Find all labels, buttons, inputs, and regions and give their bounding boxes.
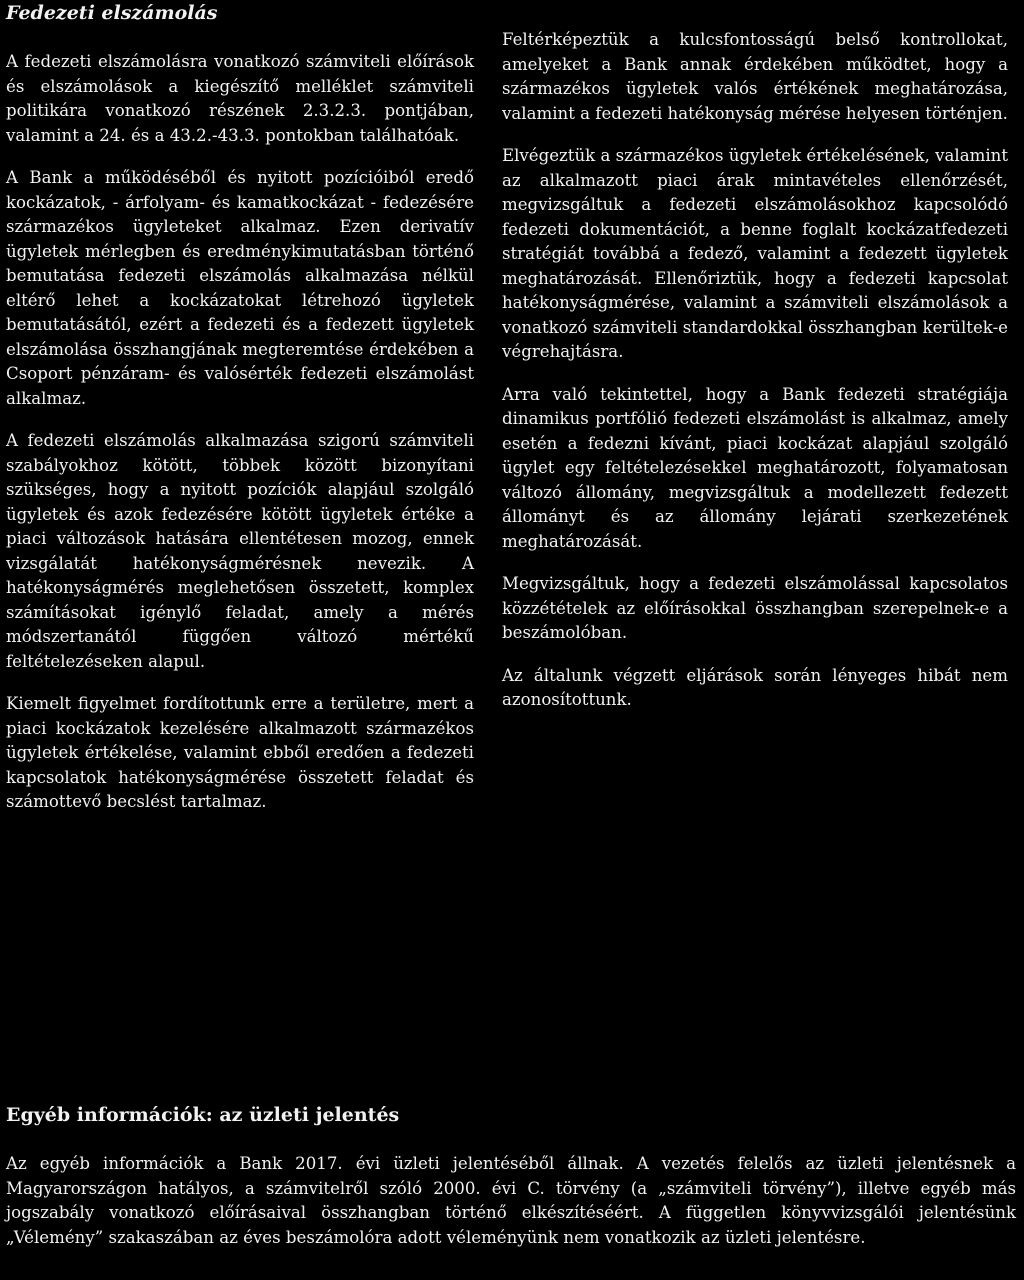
left-paragraph: A Bank a működéséből és nyitott pozícióiból eredő kockázatok, - árfolyam- és kamatkockázat - fedezésére származékos ügyleteket alkalmaz. Ezen derivatív ügyletek mérlegben és eredménykimutatásban történő bemutatása fedezeti elszámolás alkalmazása nélkül eltérő lehet a kockázatokat létrehozó ügyletek bemutatásától, ezért a fedezeti és a fedezett ügyletek elszámolása összhangjának megteremtése érdekében a Csoport pénzáram- és valósérték fedezeti elszámolást alkalmaz. [6,168,474,408]
right-paragraph: Arra való tekintettel, hogy a Bank fedezeti stratégiája dinamikus portfólió fedezeti elszámolást is alkalmaz, amely esetén a fedezni kívánt, piaci kockázat alapjául szolgáló ügylet egy feltételezésekkel meghatározott, folyamatosan változó állomány, megvizsgáltuk a modellezett fedezett állományt és az állomány lejárati szerkezetének meghatározását. [502,384,1008,551]
other-information-body [6,1152,1016,1250]
right-paragraph: Megvizsgáltuk, hogy a fedezeti elszámolással kapcsolatos közzétételek az előírásokkal összhangban szerepelnek-e a beszámolóban. [502,574,1008,642]
right-paragraph: Feltérképeztük a kulcsfontosságú belső kontrollokat, amelyeket a Bank annak érdekében működtet, hogy a származékos ügyletek valós értékének meghatározása, valamint a fedezeti hatékonyság mérése helyesen történjen. [502,30,1008,123]
section-heading-other-information: Egyéb információk: az üzleti jelentés [6,1104,400,1126]
right-paragraph: Elvégeztük a származékos ügyletek értékelésének, valamint az alkalmazott piaci árak mintavételes ellenőrzését, megvizsgáltuk a fedezeti elszámolásokhoz kapcsolódó fedezeti dokumentációt, a benne foglalt kockázatfedezeti stratégiát továbbá a fedező, valamint a fedezett ügyletek meghatározását. Ellenőriztük, hogy a fedezeti kapcsolat hatékonyságmérése, valamint a számviteli elszámolások a vonatkozó számviteli standardokkal összhangban kerültek-e végrehajtásra. [502,146,1008,361]
left-column [6,50,474,833]
section-heading-hedge-accounting: Fedezeti elszámolás [6,2,218,24]
left-paragraph: A fedezeti elszámolásra vonatkozó számviteli előírások és elszámolások a kiegészítő melléklet számviteli politikára vonatkozó részének 2.3.2.3. pontjában, valamint a 24. és a 43.2.-43.3. pontokban találhatóak. [6,52,474,145]
left-paragraph: Kiemelt figyelmet fordítottunk erre a területre, mert a piaci kockázatok kezelésére alkalmazott származékos ügyletek értékelése, valamint ebből eredően a fedezeti kapcsolatok hatékonyságmérése összetett feladat és számottevő becslést tartalmaz. [6,694,474,811]
bottom-paragraph: Az egyéb információk a Bank 2017. évi üzleti jelentéséből állnak. A vezetés felelős az üzleti jelentésnek a Magyarországon hatályos, a számvitelről szóló 2000. évi C. törvény (a „számviteli törvény”), illetve egyéb más jogszabály vonatkozó előírásaival összhangban történő elkészítéséért. A független könyvvizsgálói jelentésünk „Vélemény” szakaszában az éves beszámolóra adott véleményünk nem vonatkozik az üzleti jelentésre. [6,1154,1016,1247]
right-paragraph: Az általunk végzett eljárások során lényeges hibát nem azonosítottunk. [502,665,1008,709]
right-column [502,28,1008,731]
left-paragraph: A fedezeti elszámolás alkalmazása szigorú számviteli szabályokhoz kötött, többek között bizonyítani szükséges, hogy a nyitott pozíciók alapjául szolgáló ügyletek és azok fedezésére kötött ügyletek értéke a piaci változások hatására ellentétesen mozog, ennek vizsgálatát hatékonyságmérésnek nevezik. A hatékonyságmérés meglehetősen összetett, komplex számításokat igénylő feladat, amely a mérés módszertanától függően változó mértékű feltételezéseken alapul. [6,431,474,671]
